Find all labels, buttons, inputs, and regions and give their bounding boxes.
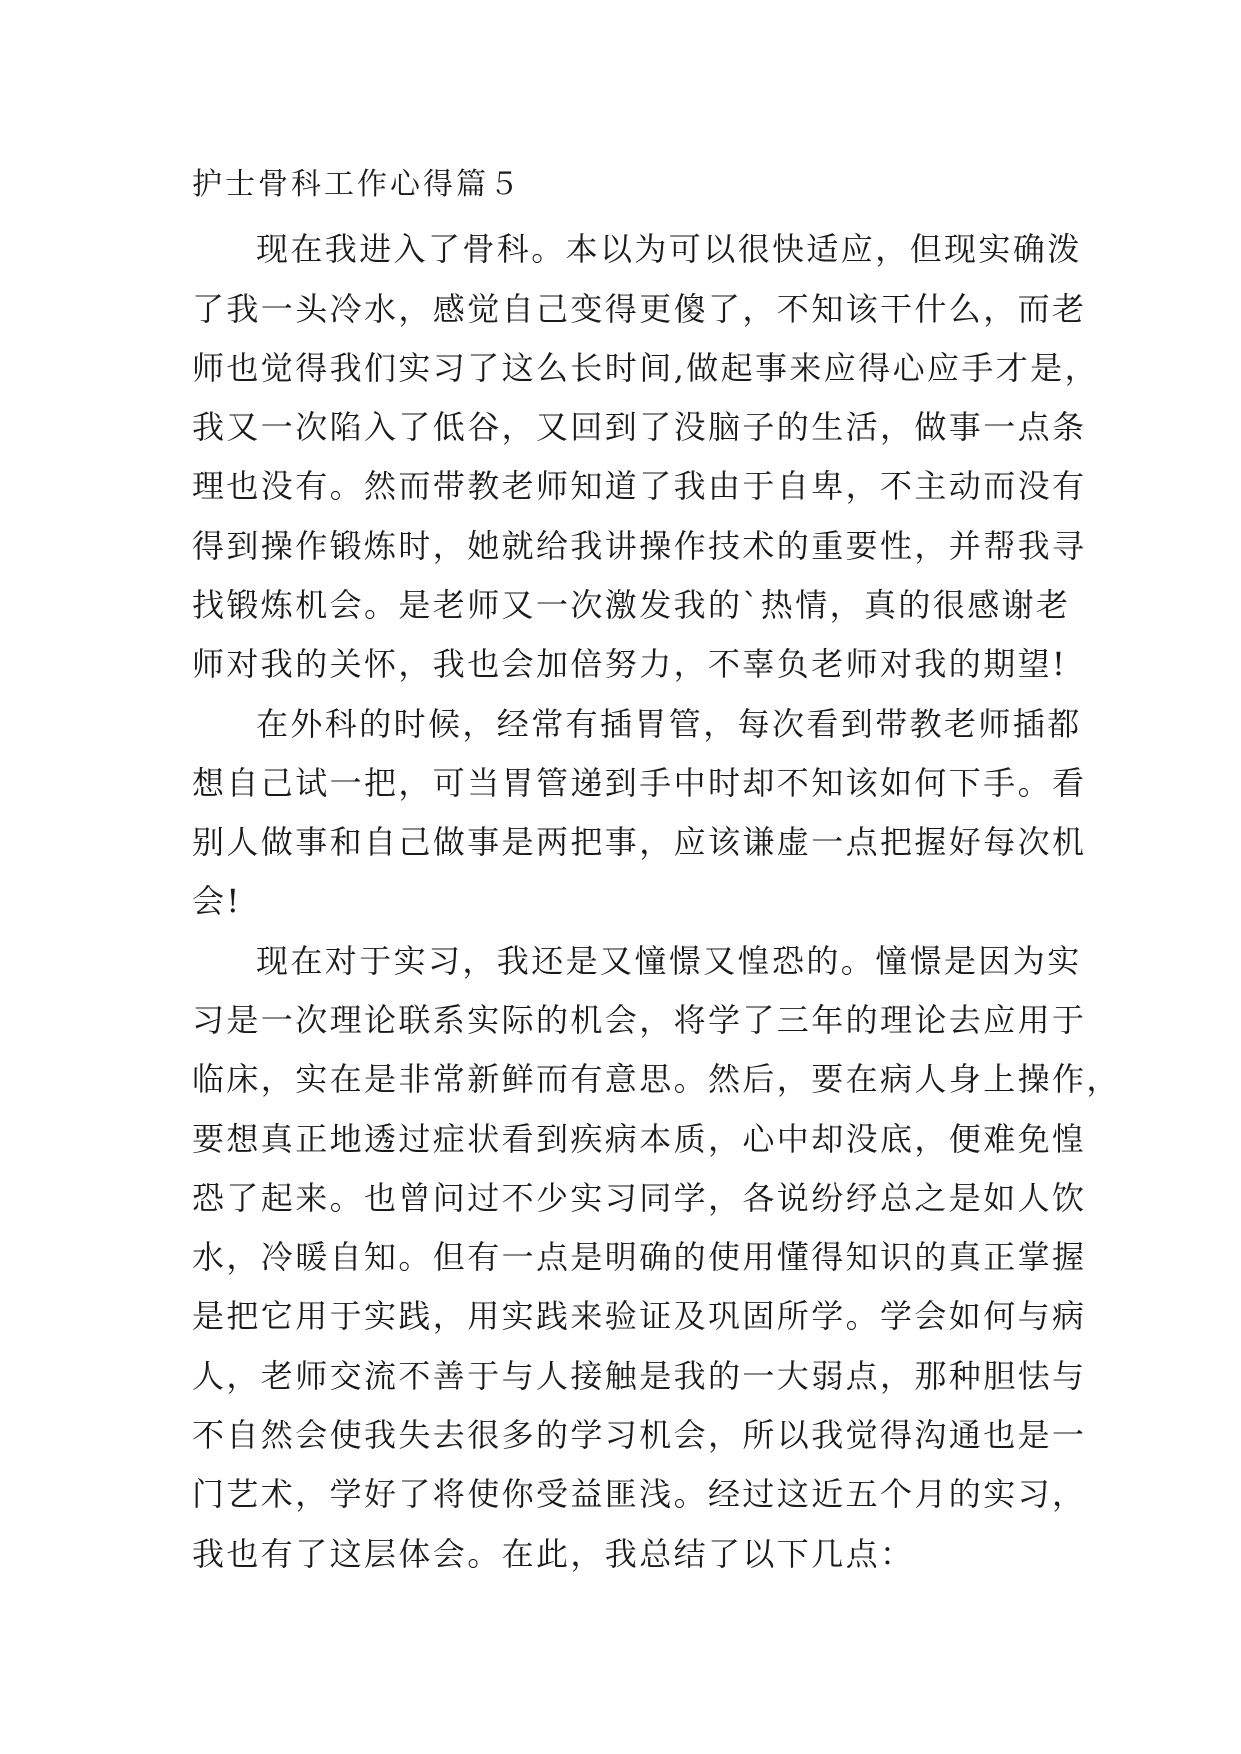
text-line: 人，老师交流不善于与人接触是我的一大弱点，那种胆怯与: [192, 1357, 1087, 1395]
text-line: 门艺术，学好了将使你受益匪浅。经过这近五个月的实习，: [192, 1475, 1087, 1513]
text-line: 会!: [192, 882, 242, 920]
text-line: 我又一次陷入了低谷，又回到了没脑子的生活，做事一点条: [192, 408, 1087, 446]
text-line: 得到操作锻炼时，她就给我讲操作技术的重要性，并帮我寻: [192, 527, 1087, 565]
text-line: 了我一头冷水，感觉自己变得更傻了，不知该干什么，而老: [192, 290, 1087, 328]
text-line: 恐了起来。也曾问过不少实习同学，各说纷纾总之是如人饮: [192, 1179, 1087, 1217]
text-line: 习是一次理论联系实际的机会，将学了三年的理论去应用于: [192, 1001, 1087, 1039]
text-line: 师对我的关怀，我也会加倍努力，不辜负老师对我的期望!: [192, 645, 1068, 683]
text-line: 我也有了这层体会。在此，我总结了以下几点：: [192, 1535, 915, 1573]
text-line: 找锻炼机会。是老师又一次激发我的`热情，真的很感谢老: [192, 586, 1071, 624]
text-line: 水，冷暖自知。但有一点是明确的使用懂得知识的真正掌握: [192, 1238, 1087, 1276]
text-line: 现在我进入了骨科。本以为可以很快适应，但现实确泼: [256, 230, 1082, 268]
text-line: 要想真正地透过症状看到疾病本质，心中却没底，便难免惶: [192, 1120, 1087, 1158]
text-line: 不自然会使我失去很多的学习机会，所以我觉得沟通也是一: [192, 1416, 1087, 1454]
text-line: 在外科的时候，经常有插胃管，每次看到带教老师插都: [256, 705, 1082, 743]
text-line: 理也没有。然而带教老师知道了我由于自卑，不主动而没有: [192, 467, 1087, 505]
text-line: 别人做事和自己做事是两把事，应该谦虚一点把握好每次机: [192, 823, 1087, 861]
text-line: 是把它用于实践，用实践来验证及巩固所学。学会如何与病: [192, 1297, 1087, 1335]
text-line: 师也觉得我们实习了这么长时间,做起事来应得心应手才是，: [192, 349, 1099, 387]
text-line: 想自己试一把，可当胃管递到手中时却不知该如何下手。看: [192, 764, 1087, 802]
document-title: 护士骨科工作心得篇５: [192, 167, 522, 202]
text-line: 临床，实在是非常新鲜而有意思。然后，要在病人身上操作，: [192, 1060, 1121, 1098]
text-line: 现在对于实习，我还是又憧憬又惶恐的。憧憬是因为实: [256, 942, 1082, 980]
